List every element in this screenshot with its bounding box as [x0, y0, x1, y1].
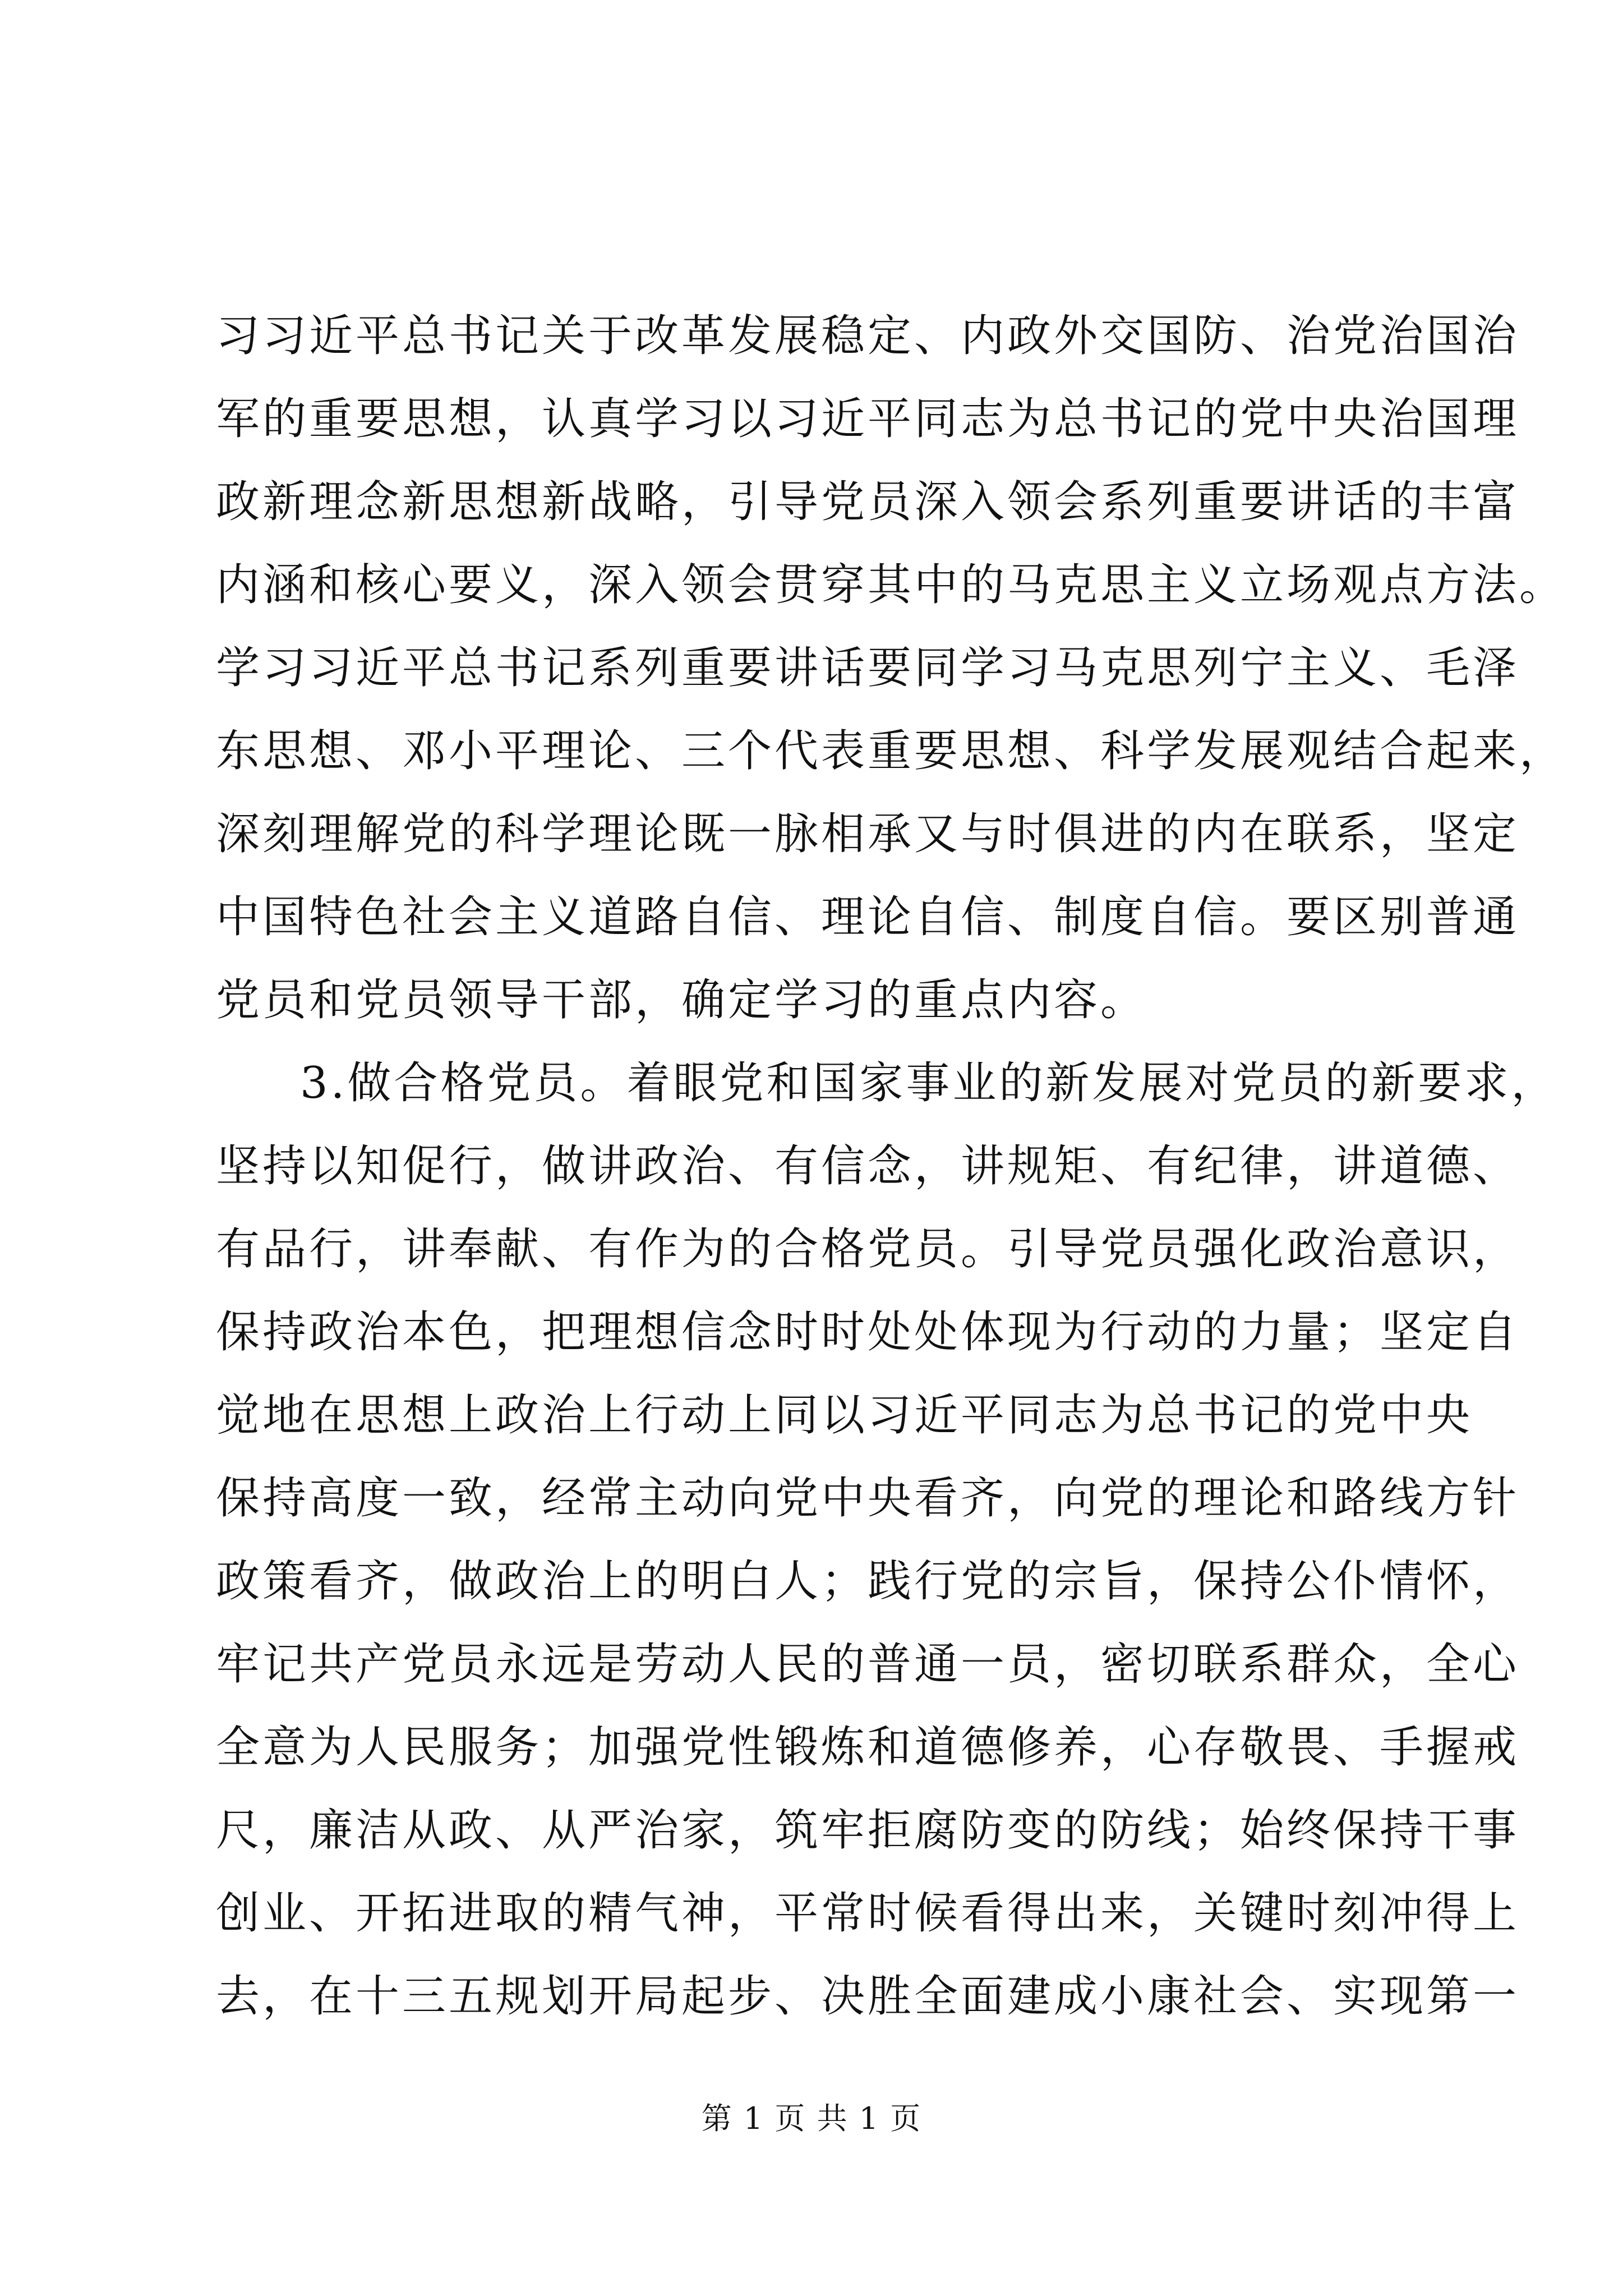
page-footer — [0, 2099, 1623, 2138]
text-line: 有品行，讲奉献、有作为的合格党员。引导党员强化政治意识， — [216, 1224, 1520, 1274]
paragraph-heading-line: 3.做合格党员。着眼党和国家事业的新发展对党员的新要求， — [300, 1058, 1558, 1108]
text-line: 尺，廉洁从政、从严治家，筑牢拒腐防变的防线；始终保持干事 — [216, 1805, 1520, 1856]
text-line: 去，在十三五规划开局起步、决胜全面建成小康社会、实现第一 — [216, 1971, 1520, 2022]
text-line: 深刻理解党的科学理论既一脉相承又与时俱进的内在联系，坚定 — [216, 809, 1520, 859]
text-line: 习习近平总书记关于改革发展稳定、内政外交国防、治党治国治 — [216, 311, 1520, 361]
text-line: 东思想、邓小平理论、三个代表重要思想、科学发展观结合起来， — [216, 726, 1566, 776]
text-line: 内涵和核心要义，深入领会贯穿其中的马克思主义立场观点方法。 — [216, 560, 1566, 610]
text-line: 军的重要思想，认真学习以习近平同志为总书记的党中央治国理 — [216, 394, 1520, 444]
text-line: 学习习近平总书记系列重要讲话要同学习马克思列宁主义、毛泽 — [216, 643, 1520, 693]
text-line: 党员和党员领导干部，确定学习的重点内容。 — [216, 975, 1147, 1025]
text-line: 政新理念新思想新战略，引导党员深入领会系列重要讲话的丰富 — [216, 477, 1520, 527]
text-line: 政策看齐，做政治上的明白人；践行党的宗旨，保持公仆情怀， — [216, 1556, 1520, 1607]
text-line: 牢记共产党员永远是劳动人民的普通一员，密切联系群众，全心 — [216, 1639, 1520, 1690]
text-line: 觉地在思想上政治上行动上同以习近平同志为总书记的党中央 — [216, 1390, 1473, 1441]
text-line: 保持政治本色，把理想信念时时处处体现为行动的力量；坚定自 — [216, 1307, 1520, 1358]
text-line: 创业、开拓进取的精气神，平常时候看得出来，关键时刻冲得上 — [216, 1888, 1520, 1939]
text-line: 全意为人民服务；加强党性锻炼和道德修养，心存敬畏、手握戒 — [216, 1722, 1520, 1773]
document-body — [216, 295, 1566, 2038]
text-line: 坚持以知促行，做讲政治、有信念，讲规矩、有纪律，讲道德、 — [216, 1141, 1520, 1191]
text-line: 中国特色社会主义道路自信、理论自信、制度自信。要区别普通 — [216, 892, 1520, 942]
page-number: 第 1 页 共 1 页 — [701, 2101, 922, 2136]
text-line: 保持高度一致，经常主动向党中央看齐，向党的理论和路线方针 — [216, 1473, 1520, 1524]
